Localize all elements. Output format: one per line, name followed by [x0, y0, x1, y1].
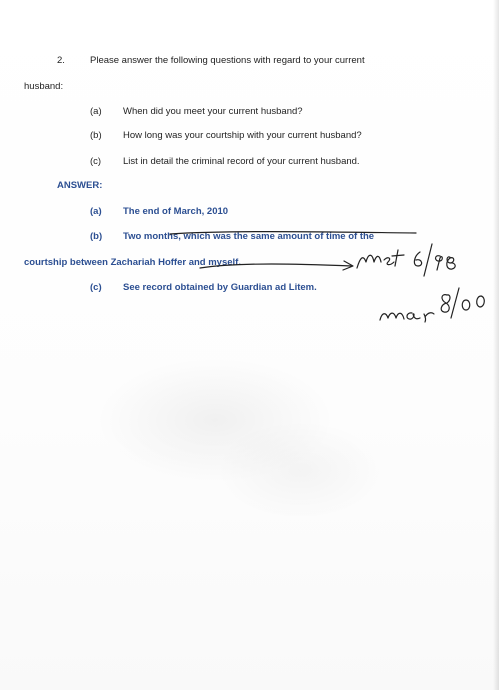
- answer-item-a-letter: (a): [90, 206, 102, 217]
- ink-arrow-curve: [200, 264, 352, 268]
- answer-item-c-letter: (c): [90, 282, 102, 293]
- question-item-c-text: List in detail the criminal record of your current husband.: [123, 156, 360, 167]
- question-text: Please answer the following questions with regard to your current: [90, 55, 365, 66]
- question-number: 2.: [57, 55, 65, 66]
- answer-item-a-text: The end of March, 2010: [123, 206, 229, 217]
- question-item-b-text: How long was your courtship with your current husband?: [123, 130, 362, 141]
- answer-heading: ANSWER:: [57, 180, 103, 191]
- question-item-a-letter: (a): [90, 106, 102, 117]
- ink-note-mar: [380, 288, 484, 322]
- question-item-a-text: When did you meet your current husband?: [123, 106, 303, 117]
- question-continuation: husband:: [24, 81, 64, 92]
- ink-strike-line: [170, 232, 416, 234]
- question-item-b-letter: (b): [90, 130, 102, 141]
- answer-item-b-continuation: courtship between Zachariah Hoffer and myself.: [24, 257, 241, 268]
- answer-item-c-text: See record obtained by Guardian ad Litem.: [123, 282, 317, 293]
- answer-item-b-letter: (b): [90, 231, 103, 242]
- ink-note-met: [357, 244, 455, 276]
- question-item-c-letter: (c): [90, 156, 102, 167]
- answer-item-b-text: Two months, which was the same amount of time of the: [123, 231, 375, 242]
